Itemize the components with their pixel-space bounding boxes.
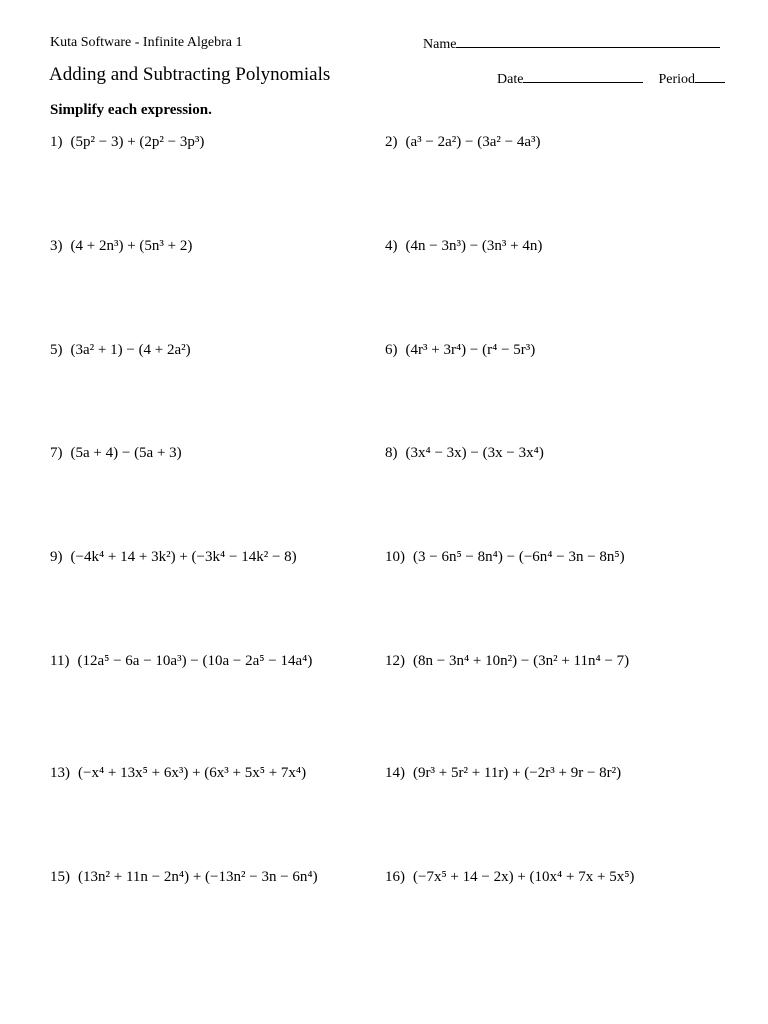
- problem-number: 11): [50, 653, 70, 669]
- problem-expression: (3 − 6n⁵ − 8n⁴) − (−6n⁴ − 3n − 8n⁵): [413, 549, 625, 565]
- problem-expression: (−4k⁴ + 14 + 3k²) + (−3k⁴ − 14k² − 8): [70, 549, 297, 565]
- problem-number: 13): [50, 765, 70, 781]
- problem-expression: (3x⁴ − 3x) − (3x − 3x⁴): [405, 445, 544, 461]
- problem-13: [50, 765, 306, 782]
- problem-11: [50, 653, 312, 670]
- problem-14: [385, 765, 621, 782]
- problem-expression: (12a⁵ − 6a − 10a³) − (10a − 2a⁵ − 14a⁴): [77, 653, 313, 669]
- name-label: Name: [423, 37, 457, 52]
- problem-number: 15): [50, 869, 70, 885]
- problem-expression: (−x⁴ + 13x⁵ + 6x³) + (6x³ + 5x⁵ + 7x⁴): [78, 765, 307, 781]
- problem-expression: (13n² + 11n − 2n⁴) + (−13n² − 3n − 6n⁴): [78, 869, 318, 885]
- problem-9: [50, 549, 297, 566]
- problem-number: 8): [385, 445, 398, 461]
- problem-3: [50, 238, 192, 255]
- problem-number: 9): [50, 549, 63, 565]
- problem-10: [385, 549, 625, 566]
- problem-expression: (8n − 3n⁴ + 10n²) − (3n² + 11n⁴ − 7): [413, 653, 630, 669]
- problem-16: [385, 869, 634, 886]
- problem-15: [50, 869, 318, 886]
- problem-12: [385, 653, 629, 670]
- problem-expression: (9r³ + 5r² + 11r) + (−2r³ + 9r − 8r²): [413, 765, 622, 781]
- problem-number: 10): [385, 549, 405, 565]
- date-label: Date: [497, 72, 524, 87]
- problem-number: 7): [50, 445, 63, 461]
- date-period-fields: [497, 70, 725, 88]
- problem-6: [385, 342, 535, 359]
- problem-number: 16): [385, 869, 405, 885]
- problem-expression: (a³ − 2a²) − (3a² − 4a³): [405, 134, 541, 150]
- problem-expression: (5p² − 3) + (2p² − 3p³): [70, 134, 205, 150]
- problem-number: 4): [385, 238, 398, 254]
- problem-expression: (4n − 3n³) − (3n³ + 4n): [405, 238, 543, 254]
- problem-expression: (3a² + 1) − (4 + 2a²): [70, 342, 191, 358]
- problem-expression: (−7x⁵ + 14 − 2x) + (10x⁴ + 7x + 5x⁵): [413, 869, 635, 885]
- problem-number: 2): [385, 134, 398, 150]
- problem-expression: (5a + 4) − (5a + 3): [70, 445, 182, 461]
- period-label: Period: [658, 72, 695, 87]
- problem-8: [385, 445, 544, 462]
- publisher-label: Kuta Software - Infinite Algebra 1: [50, 35, 243, 50]
- problem-number: 12): [385, 653, 405, 669]
- problem-number: 5): [50, 342, 63, 358]
- problem-number: 6): [385, 342, 398, 358]
- problem-expression: (4r³ + 3r⁴) − (r⁴ − 5r³): [405, 342, 536, 358]
- worksheet-title: Adding and Subtracting Polynomials: [49, 64, 331, 85]
- period-blank[interactable]: [695, 70, 725, 83]
- problem-2: [385, 134, 540, 151]
- problem-number: 1): [50, 134, 63, 150]
- date-blank[interactable]: [523, 70, 643, 83]
- problem-number: 3): [50, 238, 63, 254]
- problem-5: [50, 342, 191, 359]
- problem-number: 14): [385, 765, 405, 781]
- instructions: Simplify each expression.: [50, 102, 212, 118]
- problem-4: [385, 238, 542, 255]
- problem-expression: (4 + 2n³) + (5n³ + 2): [70, 238, 193, 254]
- name-blank[interactable]: [456, 35, 720, 48]
- problem-7: [50, 445, 182, 462]
- name-field[interactable]: [423, 35, 720, 53]
- problem-1: [50, 134, 204, 151]
